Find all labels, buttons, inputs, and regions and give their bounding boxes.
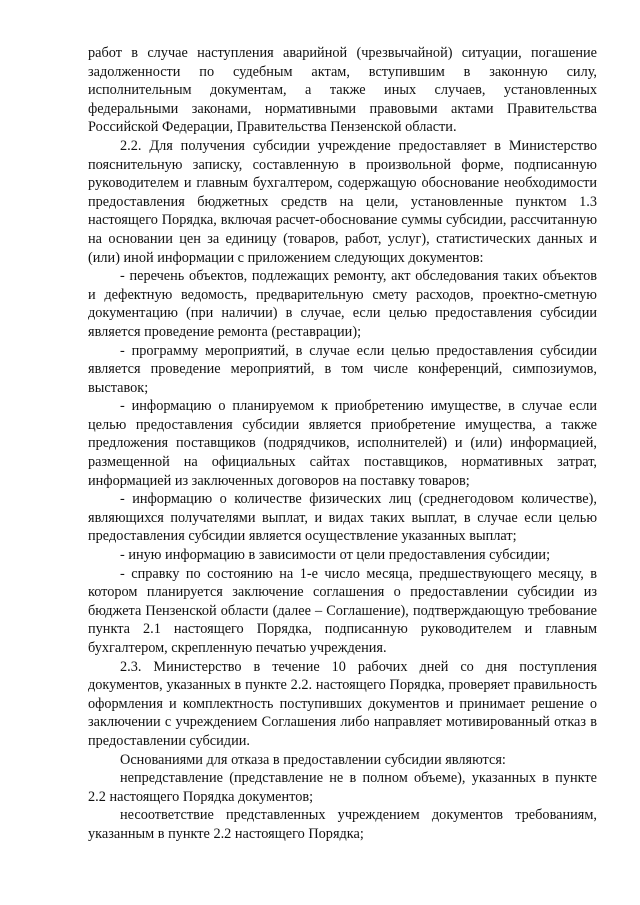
paragraph-continuation: работ в случае наступления аварийной (чрезвычайной) ситуации, погашение задолженности по судебным актам, вступившим в законную силу, исполнительным документам, а также иных случаев, установленных федеральными законами, нормативными правовыми актами Правительства Российской Федерации, Правительства Пензенской области. [88,45,597,136]
list-item-event-program: - программу мероприятий, в случае если целью предоставления субсидии является проведение мероприятий, в том числе конференций, симпозиумов, выставок; [88,342,597,396]
list-item-payment-recipients: - информацию о количестве физических лиц (среднегодовом количестве), являющихся получателями выплат, и видах таких выплат, в случае если целью предоставления субсидии является осуществление указанных выплат; [88,491,597,545]
paragraph-2-2: 2.2. Для получения субсидии учреждение предоставляет в Министерство пояснительную записку, составленную в произвольной форме, подписанную руководителем и главным бухгалтером, содержащую обоснование необходимости предоставления бюджетных средств на цели, установленные пунктом 1.3 настоящего Порядка, включая расчет-обоснование суммы субсидии, рассчитанную на основании цен за единицу (товаров, работ, услуг), статистических данных и (или) иной информации с приложением следующих документов: [88,137,597,266]
list-item-certificate: - справку по состоянию на 1-е число месяца, предшествующего месяцу, в котором планируется заключение соглашения о предоставлении субсидии из бюджета Пензенской области (далее – Соглашение), подтверждающую требование пункта 2.1 настоящего Порядка, подписанную руководителем и главным бухгалтером, скрепленную печатью учреждения. [88,565,597,656]
refusal-ground-non-compliance: несоответствие представленных учреждением документов требованиям, указанным в пункте 2.2 настоящего Порядка; [88,807,597,842]
refusal-ground-non-submission: непредставление (представление не в полном объеме), указанных в пункте 2.2 настоящего Порядка документов; [88,770,597,805]
list-item-property-purchase: - информацию о планируемом к приобретению имуществе, в случае если целью предоставления субсидии является приобретение имущества, а также предложения поставщиков (подрядчиков, исполнителей) и (или) информацией, размещенной на официальных сайтах поставщиков, нормативных затрат, информацией из заключенных договоров на поставку товаров; [88,398,597,489]
paragraph-2-3: 2.3. Министерство в течение 10 рабочих дней со дня поступления документов, указанных в пункте 2.2. настоящего Порядка, проверяет правильность оформления и комплектность поступивших документов и принимает решение о заключении с учреждением Соглашения либо направляет мотивированный отказ в предоставлении субсидии. [88,658,597,749]
list-item-other-information: - иную информацию в зависимости от цели предоставления субсидии; [120,547,551,564]
list-item-repair-documents: - перечень объектов, подлежащих ремонту, акт обследования таких объектов и дефектную ведомость, предварительную смету расходов, проектно-сметную документацию (при наличии) в случае, если целью предоставления субсидии является проведение ремонта (реставрации); [88,268,597,340]
paragraph-refusal-grounds: Основаниями для отказа в предоставлении субсидии являются: [120,751,506,768]
document-page [88,44,597,844]
